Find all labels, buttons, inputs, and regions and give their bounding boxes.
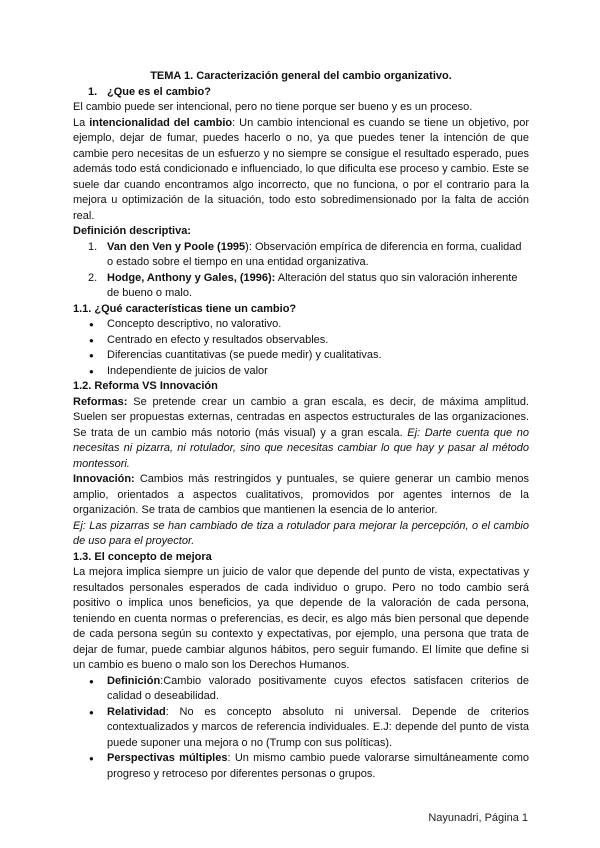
mejora-term: Perspectivas múltiples (107, 752, 228, 764)
definition-number: 1. (88, 240, 98, 253)
definition-author: Hodge, Anthony y Gales, (1996): (107, 271, 276, 284)
list-item (73, 674, 529, 705)
mejora-list (73, 674, 529, 783)
characteristics-list (73, 317, 529, 379)
list-item: ● Independiente de juicios de valor (73, 364, 529, 380)
section-heading-1-1: 1.1. ¿Qué características tiene un cambio? (73, 302, 297, 315)
list-item: ● Diferencias cuantitativas (se puede medir) y cualitativas. (73, 348, 529, 364)
innovacion-term: Innovación: (73, 473, 135, 485)
definition-item (73, 271, 529, 302)
mejora-paragraph: La mejora implica siempre un juicio de valor que depende del punto de vista, expectativas y resultados personales esperados de cada individuo o grupo. Pero no todo cambio será positivo o implica unos beneficios, ya que depende de la valoración de cada persona, teniendo en cuenta normas o preferencias, es decir, es algo más bien personal que depende de cada persona según su contexto y expectativas, por ejemplo, una persona que trata de dejar de fumar, puede cambiar algunos hábitos, pero seguir fumando. El límite que define si un cambio es bueno o malo son los Derechos Humanos. (73, 566, 529, 671)
list-item: ● Concepto descriptivo, no valorativo. (73, 317, 529, 333)
section-heading-1-3: 1.3. El concepto de mejora (73, 550, 212, 563)
question-text: ¿Que es el cambio? (107, 85, 211, 98)
innovacion-text: Cambios más restringidos y puntuales, se quiere generar un cambio menos amplio, orientados a aspectos cualitativos, promovidos por agentes internos de la organización. Se trata de cambios que mantienen la esencia de lo anterior. (73, 473, 529, 516)
reformas-text: Se pretende crear un cambio a gran escala, es decir, de máxima amplitud. Suelen ser propuestas externas, centradas en aspectos estructurales de las organizaciones. Se trata de un cambio más notorio (más visual) y a gran escala. (73, 395, 529, 439)
mejora-term: Definición (107, 674, 161, 687)
mejora-text: :Cambio valorado positivamente cuyos efectos satisfacen criterios de calidad o deseabilidad. (107, 674, 529, 702)
definition-list (73, 240, 529, 302)
mejora-term: Relatividad (107, 705, 166, 718)
innovacion-paragraph (73, 472, 529, 519)
intencionalidad-paragraph (73, 116, 529, 225)
intencionalidad-text: : Un cambio intencional es cuando se tiene un objetivo, por ejemplo, dejar de fumar, puedes hacerlo o no, ya que puedes tener la intención de que cambie pero necesitas de un esfuerzo y no siempre se consigue el resultado esperado, pues además todo está condicionado e influenciado, lo que dificulta ese proceso y cambio. Este se suele dar cuando encontramos algo incorrecto, que no funciona, o por el contrario para la mejora u optimización de la situación, todo esto sobredimensionado por la falta de acción real. (73, 116, 530, 222)
intencionalidad-prefix: La (73, 116, 90, 129)
question-number: 1. (88, 85, 98, 98)
document-body (73, 69, 529, 782)
reformas-paragraph (73, 395, 529, 473)
list-item (73, 751, 529, 782)
innovacion-example: Ej: Las pizarras se han cambiado de tiza a rotulador para mejorar la percepción, o el cambio de uso para el proyector. (73, 519, 529, 547)
definition-text: Alteración del status quo sin valoración inherente de bueno o malo. (107, 271, 518, 299)
reformas-example: Ej: Darte cuenta que no necesitas ni pizarra, ni rotulador, sino que necesitas cambiar lo que hay y pasar al método montessori. (73, 426, 529, 470)
page-footer: Nayunadri, Página 1 (428, 812, 528, 824)
intencionalidad-term: intencionalidad del cambio (89, 116, 233, 129)
intro-paragraph: El cambio puede ser intencional, pero no tiene porque ser bueno y es un proceso. (73, 101, 473, 113)
definition-number: 2. (88, 271, 98, 284)
list-item: ● Centrado en efecto y resultados observables. (73, 333, 529, 349)
list-item (73, 705, 529, 752)
question-heading (73, 85, 529, 101)
mejora-text: : Un mismo cambio puede valorarse simultáneamente como progreso y retroceso por diferentes personas o grupos. (107, 752, 529, 780)
question-list (73, 85, 529, 101)
definition-text: ): Observación empírica de diferencia en forma, cualidad o estado sobre el tiempo en una entidad organizativa. (107, 240, 522, 268)
definition-heading: Definición descriptiva: (73, 225, 191, 237)
definition-author: Van den Ven y Poole (1995 (107, 240, 246, 253)
document-title: TEMA 1. Caracterización general del cambio organizativo. (150, 70, 452, 82)
section-heading-1-2: 1.2. Reforma VS Innovación (73, 380, 218, 392)
reformas-term: Reformas: (73, 395, 128, 408)
mejora-text: : No es concepto absoluto ni universal. Depende de criterios contextualizados y marcos de referencia individuales. E.J: depende del punto de vista puede suponer una mejora o no (Trump con sus políticas). (107, 705, 529, 749)
definition-item (73, 240, 529, 271)
